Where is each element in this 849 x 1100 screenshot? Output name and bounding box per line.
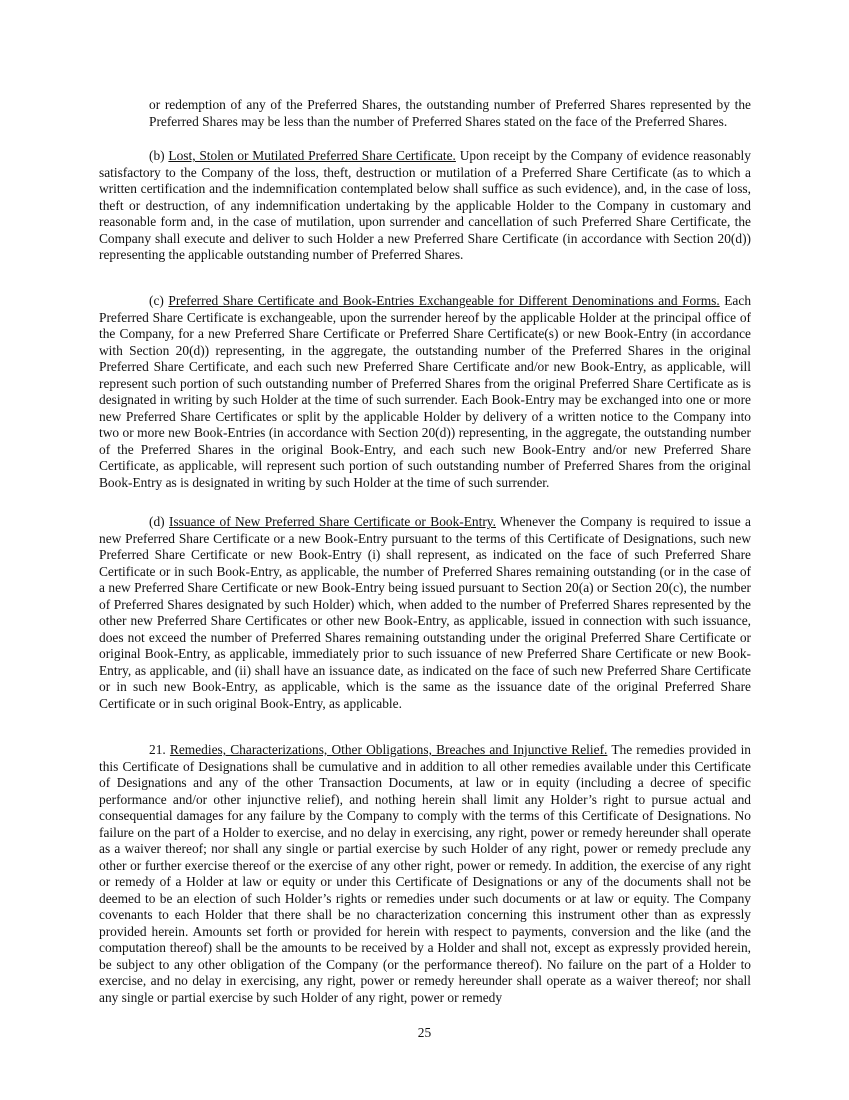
paragraph-text: Upon receipt by the Company of evidence reasonably satisfactory to the Company of the loss, theft, destruction or mutilation of a Preferred Share Certificate (as to which a written certification and the indemnification contemplated below shall suffice as such evidence), and, in the case of loss, theft or destruction, of any indemnification undertaking by the applicable Holder to the Company in customary and reasonable form and, in the case of mutilation, upon surrender and cancellation of such Preferred Share Certificate, the Company shall execute and deliver to such Holder a new Preferred Share Certificate (in accordance with Section 20(d)) representing the applicable outstanding number of Preferred Shares. — [99, 148, 751, 262]
paragraph-label: (b) — [149, 148, 169, 163]
paragraph-heading: Preferred Share Certificate and Book-Entries Exchangeable for Different Denominations and Forms. — [168, 293, 720, 308]
paragraph-label: (c) — [149, 293, 169, 308]
paragraph-text: Whenever the Company is required to issue a new Preferred Share Certificate or a new Book-Entry pursuant to the terms of this Certificate of Designations, such new Preferred Share Certificate or new Book-Entry (i) shall represent, as indicated on the face of such Preferred Share Certificate or in such Book-Entry, as applicable, the number of Preferred Shares remaining outstanding (or in the case of a new Preferred Share Certificate or new Book-Entry being issued pursuant to Section 20(a) or Section 20(c), the number of Preferred Shares designated by such Holder) which, when added to the number of Preferred Shares represented by the other new Preferred Share Certificates or other new Book-Entry, as applicable, issued in connection with such issuance, does not exceed the number of Preferred Shares remaining outstanding under the original Preferred Share Certificate or original Book-Entry, as applicable, immediately prior to such issuance of new Preferred Share Certificate or new Book-Entry, as applicable, and (ii) shall have an issuance date, as indicated on the face of such new Preferred Share Certificate or in such new Book-Entry, as applicable, which is the same as the issuance date of the original Preferred Share Certificate or in such original Book-Entry, as applicable. — [99, 514, 751, 711]
paragraph-label: (d) — [149, 514, 170, 529]
paragraph-c-exchangeable-certificates — [99, 293, 751, 491]
paragraph-text: Each Preferred Share Certificate is exchangeable, upon the surrender hereof by the applicable Holder at the principal office of the Company, for a new Preferred Share Certificate or Preferred Share Certificate(s) or new Book-Entry (in accordance with Section 20(d)) representing, in the aggregate, the outstanding number of the Preferred Shares in the original Preferred Share Certificate, and each such new Preferred Share Certificate and/or new Book-Entry, as applicable, will represent such portion of such outstanding number of Preferred Shares from the original Preferred Share Certificate as is designated in writing by such Holder at the time of such surrender. Each Book-Entry may be exchanged into one or more new Preferred Share Certificates or split by the applicable Holder by delivery of a written notice to the Company into two or more new Book-Entries (in accordance with Section 20(d)) representing, in the aggregate, the outstanding number of the Preferred Shares in the original Book-Entry, and each such new Book-Entry and/or new Preferred Share Certificate, as applicable, will represent such portion of such outstanding number of Preferred Shares from the original Book-Entry as is designated in writing by such Holder at the time of such surrender. — [99, 293, 752, 490]
paragraph-text: or redemption of any of the Preferred Shares, the outstanding number of Preferred Shares represented by the Preferred Shares may be less than the number of Preferred Shares stated on the face of the Preferred Shares. — [149, 97, 751, 129]
section-21-remedies — [99, 742, 751, 1006]
paragraph-b-lost-stolen-certificate — [99, 148, 751, 264]
section-heading: Remedies, Characterizations, Other Obligations, Breaches and Injunctive Relief. — [169, 742, 608, 757]
paragraph-heading: Issuance of New Preferred Share Certificate or Book-Entry. — [169, 514, 496, 529]
paragraph-heading: Lost, Stolen or Mutilated Preferred Share Certificate. — [168, 148, 456, 163]
page-number: 25 — [417, 1025, 432, 1040]
section-text: The remedies provided in this Certificate of Designations shall be cumulative and in addition to all other remedies available under this Certificate of Designations and any of the other Transaction Documents, at law or in equity (including a decree of specific performance and/or other injunctive relief), and nothing herein shall limit any Holder’s right to pursue actual and consequential damages for any failure by the Company to comply with the terms of this Certificate of Designations. No failure on the part of a Holder to exercise, and no delay in exercising, any right, power or remedy hereunder shall operate as a waiver thereof; nor shall any single or partial exercise by such Holder of any right, power or remedy preclude any other or further exercise thereof or the exercise of any other right, power or remedy. In addition, the exercise of any right or remedy of a Holder at law or equity or under this Certificate of Designations or any of the documents shall not be deemed to be an election of such Holder’s rights or remedies under such documents or at law or equity. The Company covenants to each Holder that there shall be no characterization concerning this instrument other than as expressly provided herein. Amounts set forth or provided for herein with respect to payments, conversion and the like (and the computation thereof) shall be the amounts to be received by a Holder and shall not, except as expressly provided herein, be subject to any other obligation of the Company (or the performance thereof). No failure on the part of a Holder to exercise, and no delay in exercising, any right, power or remedy hereunder shall operate as a waiver thereof; nor shall any single or partial exercise by such Holder of any right, power or remedy — [99, 742, 751, 1005]
paragraph-continued — [149, 97, 751, 130]
paragraph-d-issuance-new-certificate — [99, 514, 751, 712]
section-number: 21. — [149, 742, 170, 757]
